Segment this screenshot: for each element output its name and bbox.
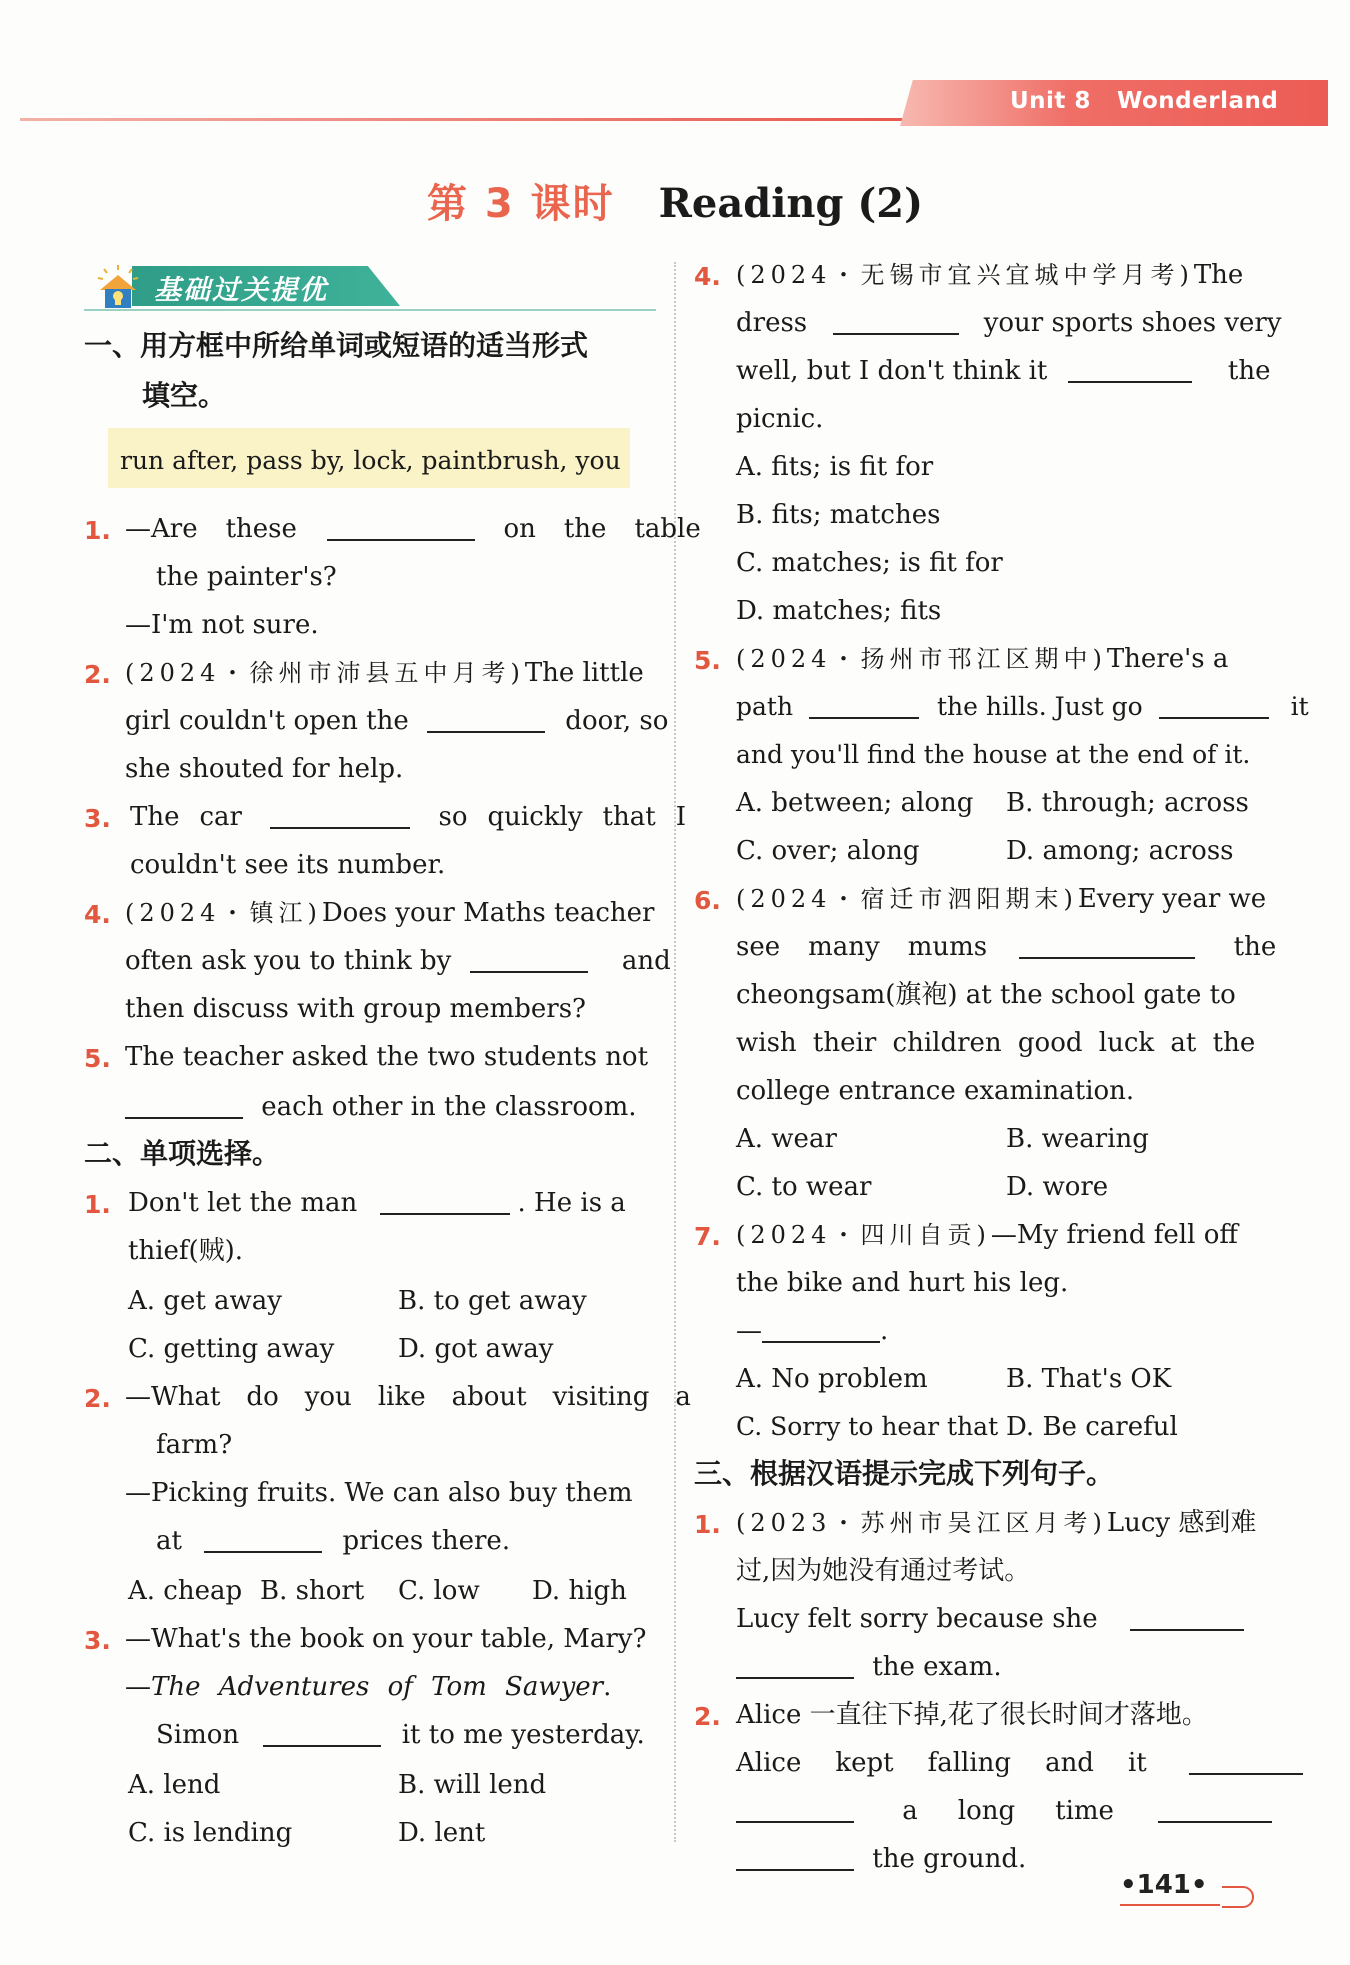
s2-q2-number: 2. [84,1384,111,1413]
s2-q4-option-d[interactable]: D. matches; fits [736,596,942,626]
s2-q7-number: 7. [694,1222,721,1251]
s2-q6-option-b[interactable]: B. wearing [1006,1124,1149,1154]
section3-title: 三、根据汉语提示完成下列句子。 [694,1457,1115,1490]
page-number: •141• [1120,1870,1208,1900]
answer-blank[interactable] [762,1341,880,1343]
s3-q1-line1: (2023・苏州市吴江区月考)Lucy 感到难 [736,1508,1257,1538]
s1-q4-line2: often ask you to think by and [125,946,671,976]
s2-q6-line4: wish their children good luck at the [736,1028,1256,1058]
s2-q1-line2: thief(贼). [128,1236,244,1266]
s2-q7-option-a[interactable]: A. No problem [736,1364,928,1394]
answer-blank[interactable] [427,731,545,733]
s2-q1-option-a[interactable]: A. get away [128,1286,282,1316]
page-curl-icon [1222,1886,1254,1908]
answer-blank[interactable] [1189,1773,1303,1775]
s1-q1-number: 1. [84,516,111,545]
s1-q2-line1: (2024・徐州市沛县五中月考)The little [125,658,644,688]
badge-underline [84,309,656,311]
s2-q3-line2: —The Adventures of Tom Sawyer. [125,1672,612,1702]
badge-label: 基础过关提优 [154,275,328,306]
s2-q2-line2: farm? [156,1430,233,1460]
s2-q2-option-a[interactable]: A. cheap [128,1576,243,1606]
s2-q3-line3: Simon it to me yesterday. [156,1720,645,1750]
s2-q2-option-d[interactable]: D. high [532,1576,627,1606]
house-lightbulb-icon [94,264,142,310]
answer-blank[interactable] [204,1551,322,1553]
s2-q2-option-b[interactable]: B. short [260,1576,365,1606]
s3-q2-number: 2. [694,1702,721,1731]
lesson-title [0,172,1350,229]
answer-blank[interactable] [833,333,959,335]
answer-blank[interactable] [1068,381,1192,383]
s2-q1-option-c[interactable]: C. getting away [128,1334,335,1364]
s3-q2-line2: Alice kept falling and it [736,1750,1303,1776]
s2-q5-option-d[interactable]: D. among; across [1006,836,1234,866]
s2-q5-line3: and you'll find the house at the end of it. [736,740,1251,769]
s1-q4-number: 4. [84,900,111,929]
s1-q5-line2: each other in the classroom. [125,1094,637,1120]
s2-q5-option-a[interactable]: A. between; along [736,788,974,818]
column-divider [674,262,676,1842]
s1-q3-number: 3. [84,804,111,833]
answer-blank[interactable] [1158,1821,1272,1823]
answer-blank[interactable] [1130,1629,1244,1631]
s1-q4-line3: then discuss with group members? [125,994,586,1024]
answer-blank[interactable] [470,971,588,973]
s1-q1-line2: the painter's? [156,562,337,592]
answer-blank[interactable] [380,1213,510,1215]
s2-q4-line2: dress your sports shoes very [736,308,1282,338]
s1-q5-number: 5. [84,1044,111,1073]
s2-q3-option-c[interactable]: C. is lending [128,1818,293,1848]
s2-q6-line1: (2024・宿迁市泗阳期末)Every year we [736,884,1267,914]
unit-label: Unit 8 Wonderland [1010,88,1279,114]
s2-q7-option-d[interactable]: D. Be careful [1006,1412,1178,1442]
s1-q1-line3: —I'm not sure. [125,610,319,640]
s2-q6-option-d[interactable]: D. wore [1006,1172,1109,1202]
answer-blank[interactable] [327,539,475,541]
word-box-text: run after, pass by, lock, paintbrush, you [120,446,621,475]
s2-q2-option-c[interactable]: C. low [398,1576,480,1606]
s2-q4-line1: (2024・无锡市宜兴宜城中学月考)The [736,260,1244,290]
s2-q6-option-c[interactable]: C. to wear [736,1172,872,1202]
s2-q5-option-c[interactable]: C. over; along [736,836,920,866]
answer-blank[interactable] [736,1869,854,1871]
s2-q6-line2: see many mums the [736,932,1277,962]
s2-q3-number: 3. [84,1626,111,1655]
s2-q7-line1: (2024・四川自贡)—My friend fell off [736,1220,1238,1250]
s2-q6-line5: college entrance examination. [736,1076,1135,1106]
s3-q1-number: 1. [694,1510,721,1539]
s2-q2-line1: —What do you like about visiting a [125,1382,691,1412]
s2-q4-option-b[interactable]: B. fits; matches [736,500,941,530]
answer-blank[interactable] [125,1117,243,1119]
s2-q7-option-b[interactable]: B. That's OK [1006,1364,1172,1394]
s2-q4-option-a[interactable]: A. fits; is fit for [736,452,934,482]
s2-q7-line3: — . [736,1316,889,1346]
s2-q4-number: 4. [694,262,721,291]
s1-q2-line3: she shouted for help. [125,754,404,784]
s2-q7-option-c[interactable]: C. Sorry to hear that [736,1412,999,1441]
s3-q2-line4: the ground. [736,1846,1026,1872]
s1-q2-line2: girl couldn't open the door, so [125,706,669,736]
s2-q1-number: 1. [84,1190,111,1219]
s2-q1-line1: Don't let the man . He is a [128,1188,626,1218]
s2-q2-line4: at prices there. [156,1526,511,1556]
answer-blank[interactable] [263,1745,381,1747]
s2-q4-line3: well, but I don't think it the [736,356,1271,386]
s2-q1-option-b[interactable]: B. to get away [398,1286,587,1316]
s1-q2-number: 2. [84,660,111,689]
s2-q4-line4: picnic. [736,404,824,434]
lesson-number: 第 3 课时 [426,181,615,227]
s2-q3-option-d[interactable]: D. lent [398,1818,486,1848]
answer-blank[interactable] [736,1821,854,1823]
s2-q3-line1: —What's the book on your table, Mary? [125,1624,647,1654]
header-rule [20,118,920,121]
s3-q2-line3: a long time [736,1798,1272,1824]
s2-q4-option-c[interactable]: C. matches; is fit for [736,548,1003,578]
s2-q5-number: 5. [694,646,721,675]
s2-q1-option-d[interactable]: D. got away [398,1334,554,1364]
section1-title-cont: 填空。 [142,379,227,412]
s1-q4-line1: (2024・镇江)Does your Maths teacher [125,898,655,928]
answer-blank[interactable] [1159,717,1269,719]
s2-q6-option-a[interactable]: A. wear [736,1124,837,1154]
s2-q5-option-b[interactable]: B. through; across [1006,788,1249,818]
s1-q3-line2: couldn't see its number. [130,850,446,880]
s1-q1-text: —Are these on the table [125,514,701,544]
s2-q5-line1: (2024・扬州市邗江区期中)There's a [736,644,1229,674]
s1-q3-text: The car so quickly that I [130,802,686,832]
s3-q1-line3: Lucy felt sorry because she [736,1606,1244,1632]
s1-q5-line1: The teacher asked the two students not [125,1042,649,1072]
s2-q6-line3: cheongsam(旗袍) at the school gate to [736,980,1236,1010]
answer-blank[interactable] [270,827,410,829]
s3-q1-line2: 过,因为她没有通过考试。 [736,1556,1031,1586]
section2-title: 二、单项选择。 [84,1137,281,1170]
page-number-rule [1120,1904,1220,1906]
answer-blank[interactable] [736,1677,854,1679]
answer-blank[interactable] [1019,957,1195,959]
s2-q3-option-b[interactable]: B. will lend [398,1770,547,1800]
s2-q7-line2: the bike and hurt his leg. [736,1268,1069,1298]
s2-q6-number: 6. [694,886,721,915]
section1-title: 一、用方框中所给单词或短语的适当形式 [84,329,589,362]
section-badge [84,258,404,310]
s2-q3-option-a[interactable]: A. lend [128,1770,221,1800]
lesson-name: Reading (2) [658,180,924,227]
s2-q5-line2: path the hills. Just go it [736,692,1309,721]
s3-q1-line4: the exam. [736,1654,1002,1680]
s2-q2-line3: —Picking fruits. We can also buy them [125,1478,633,1508]
s3-q2-line1: Alice 一直往下掉,花了很长时间才落地。 [736,1700,1208,1730]
answer-blank[interactable] [809,717,919,719]
